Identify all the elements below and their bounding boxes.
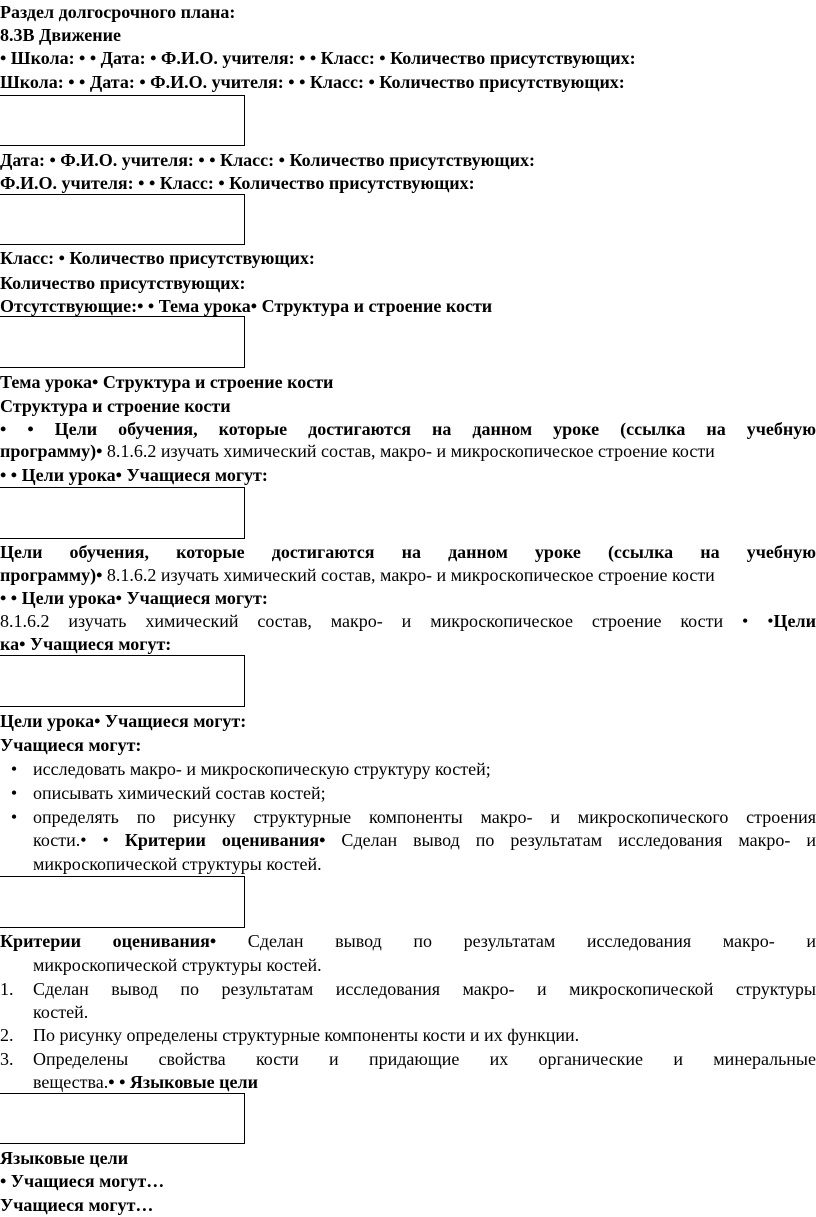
bullet: • — [10, 807, 18, 827]
language-goals-heading: Языковые цели — [0, 1148, 129, 1168]
item-text: костей. — [33, 1002, 89, 1022]
empty-box — [0, 194, 245, 245]
lesson-goals-line-2: • • Цели урока• Учащиеся могут: — [0, 588, 268, 608]
criteria-label: Критерии оценивания• — [124, 830, 326, 850]
criteria-text: Сделан вывод по результатам исследования макро- и — [216, 931, 816, 951]
header-line-2: Школа: • • Дата: • Ф.И.О. учителя: • • Класс: • Количество присутствующих: — [0, 72, 625, 92]
bullet: • — [10, 759, 18, 779]
list-item-text: микроскопической структуры костей. — [33, 854, 322, 874]
empty-box — [0, 655, 245, 707]
goals-label: Цели — [773, 611, 816, 631]
program-label: программу)• — [0, 441, 107, 461]
attendance-line: Количество присутствующих: — [0, 273, 246, 293]
absent-line: Отсутствующие:• • Тема урока• Структура и строение кости — [0, 296, 493, 316]
item-text: Определены свойства кости и придающие их органические и минеральные — [33, 1049, 816, 1069]
criteria-label: Критерии оценивания• — [0, 931, 217, 951]
item-text: По рисунку определены структурные компоненты кости и их функции. — [33, 1025, 580, 1045]
item-number: 3. — [0, 1049, 14, 1069]
section-title: 8.3В Движение — [0, 25, 122, 45]
lesson-goals-line: • • Цели урока• Учащиеся могут: — [0, 465, 268, 485]
learning-objective-line-2 — [0, 564, 816, 586]
list-item-part: кости.• • — [33, 830, 125, 850]
criteria-line — [0, 930, 816, 952]
list-item-text — [33, 829, 816, 851]
list-item-text: исследовать макро- и микроскопическую структуру костей; — [33, 759, 491, 779]
lesson-topic-line: Тема урока• Структура и строение кости — [0, 372, 334, 392]
empty-box — [0, 95, 245, 146]
item-number: 2. — [0, 1025, 14, 1045]
students-can-heading: Учащиеся могут: — [0, 735, 142, 755]
item-text: Сделан вывод по результатам исследования макро- и микроскопической структуры — [33, 979, 816, 999]
criteria-text: микроскопической структуры костей. — [33, 955, 322, 975]
list-item-text: описывать химический состав костей; — [33, 783, 326, 803]
learning-objectives-heading-2: Цели обучения, которые достигаются на данном уроке (ссылка на учебную — [0, 542, 816, 562]
objective-text: 8.1.6.2 изучать химический состав, макро- и микроскопическое строение кости — [106, 565, 715, 585]
students-can-line: ка• Учащиеся могут: — [0, 634, 172, 654]
lesson-goals-line-3: Цели урока• Учащиеся могут: — [0, 711, 247, 731]
criteria-text: Сделан вывод по результатам исследования макро- и — [325, 830, 816, 850]
language-goals-label: • • Языковые цели — [108, 1072, 258, 1092]
header-line-4: Ф.И.О. учителя: • • Класс: • Количество присутствующих: — [0, 173, 475, 193]
header-line-3: Дата: • Ф.И.О. учителя: • • Класс: • Количество присутствующих: — [0, 150, 535, 170]
students-can-last: Учащиеся могут… — [0, 1195, 154, 1215]
item-text — [33, 1071, 816, 1093]
section-heading: Раздел долгосрочного плана: — [0, 2, 236, 22]
empty-box — [0, 487, 245, 539]
class-line: Класс: • Количество присутствующих: — [0, 248, 315, 268]
item-text-part: вещества. — [33, 1072, 109, 1092]
students-can-bullet: • Учащиеся могут… — [0, 1171, 165, 1191]
objective-text: 8.1.6.2 изучать химический состав, макро- и микроскопическое строение кости — [106, 441, 715, 461]
objective-text-line — [0, 610, 816, 632]
learning-objective-line — [0, 440, 816, 462]
empty-box — [0, 316, 245, 368]
program-label: программу)• — [0, 565, 107, 585]
objective-text: 8.1.6.2 изучать химический состав, макро- и микроскопическое строение кости • • — [0, 611, 774, 631]
header-line-1: • Школа: • • Дата: • Ф.И.О. учителя: • • Класс: • Количество присутствующих: — [0, 48, 636, 68]
empty-box — [0, 876, 245, 928]
empty-box — [0, 1093, 245, 1144]
lesson-topic: Структура и строение кости — [0, 396, 231, 416]
item-number: 1. — [0, 979, 14, 999]
learning-objectives-heading: • • Цели обучения, которые достигаются на данном уроке (ссылка на учебную — [0, 419, 816, 439]
bullet: • — [10, 783, 18, 803]
list-item-text: определять по рисунку структурные компоненты макро- и микроскопического строения — [33, 807, 816, 827]
